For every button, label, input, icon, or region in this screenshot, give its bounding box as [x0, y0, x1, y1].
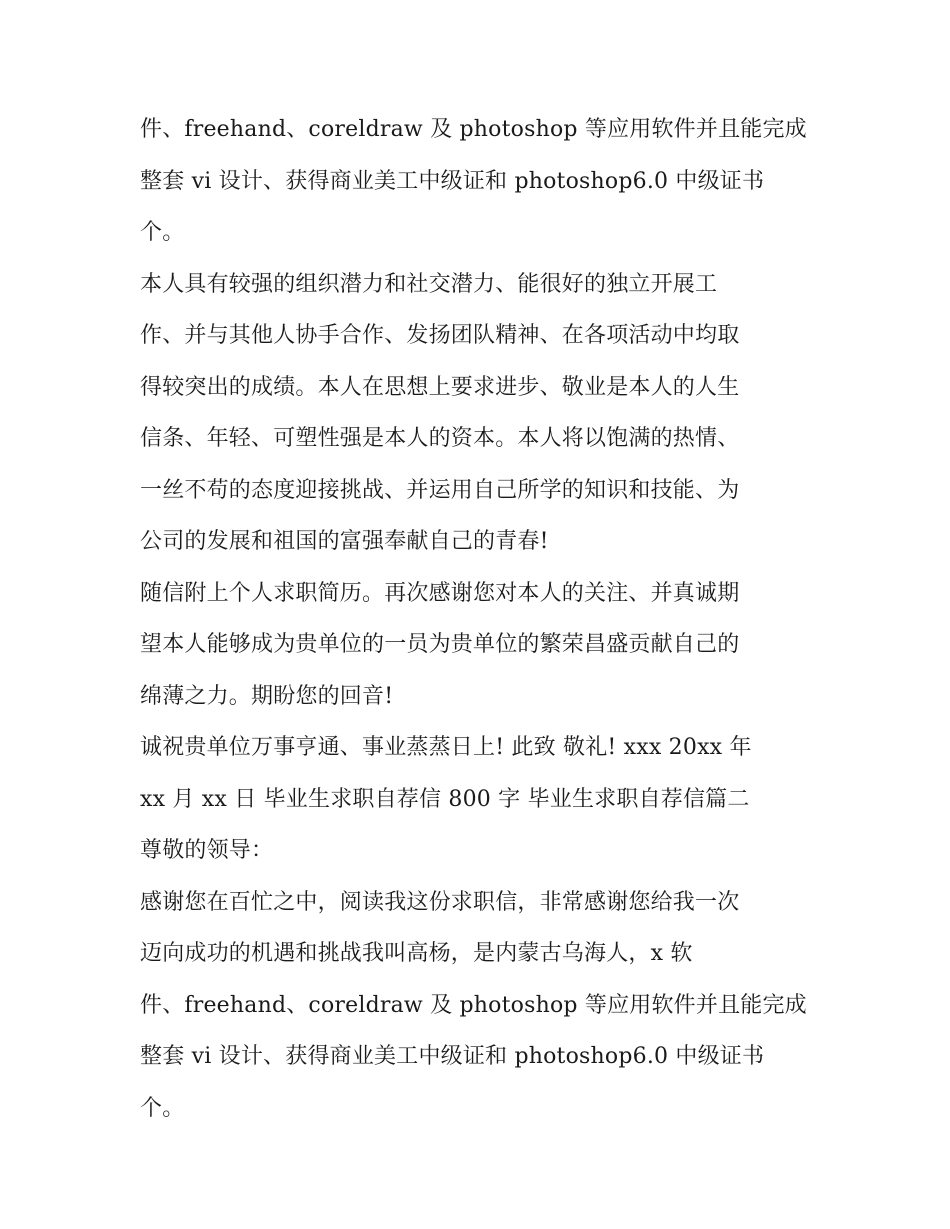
text-line: xx 月 xx 日 毕业生求职自荐信 800 字 毕业生求职自荐信篇二 [140, 786, 750, 812]
text-line: 感谢您在百忙之中，阅读我这份求职信，非常感谢您给我一次 [140, 889, 740, 915]
text-line: 本人具有较强的组织潜力和社交潜力、能很好的独立开展工 [140, 271, 718, 297]
text-line: 望本人能够成为贵单位的一员为贵单位的繁荣昌盛贡献自己的 [140, 632, 740, 657]
text-line: 得较突出的成绩。本人在思想上要求进步、敬业是本人的人生 [140, 374, 740, 400]
text-line: 诚祝贵单位万事亨通、事业蒸蒸日上! 此致 敬礼! xxx 20xx 年 [140, 735, 752, 760]
document-body [140, 104, 830, 1134]
text-line: 绵薄之力。期盼您的回音! [140, 683, 394, 709]
text-line: 件、freehand、coreldraw 及 photoshop 等应用软件并且能完成 [140, 117, 807, 142]
text-line: 随信附上个人求职简历。再次感谢您对本人的关注、并真诚期 [140, 580, 740, 606]
text-line: 个。 [140, 1095, 185, 1121]
text-line: 作、并与其他人协手合作、发扬团队精神、在各项活动中均取 [140, 323, 740, 348]
text-line: 迈向成功的机遇和挑战我叫高杨，是内蒙古乌海人，x 软 [140, 941, 693, 966]
text-line: 尊敬的领导： [140, 838, 274, 863]
text-line: 公司的发展和祖国的富强奉献自己的青春! [140, 529, 549, 554]
text-line: 整套 vi 设计、获得商业美工中级证和 photoshop6.0 中级证书 [140, 168, 765, 194]
text-line: 件、freehand、coreldraw 及 photoshop 等应用软件并且能完成 [140, 992, 807, 1018]
text-line: 个。 [140, 220, 185, 245]
text-line: 信条、年轻、可塑性强是本人的资本。本人将以饱满的热情、 [140, 426, 740, 451]
text-line: 整套 vi 设计、获得商业美工中级证和 photoshop6.0 中级证书 [140, 1044, 765, 1069]
text-line: 一丝不苟的态度迎接挑战、并运用自己所学的知识和技能、为 [140, 477, 740, 503]
